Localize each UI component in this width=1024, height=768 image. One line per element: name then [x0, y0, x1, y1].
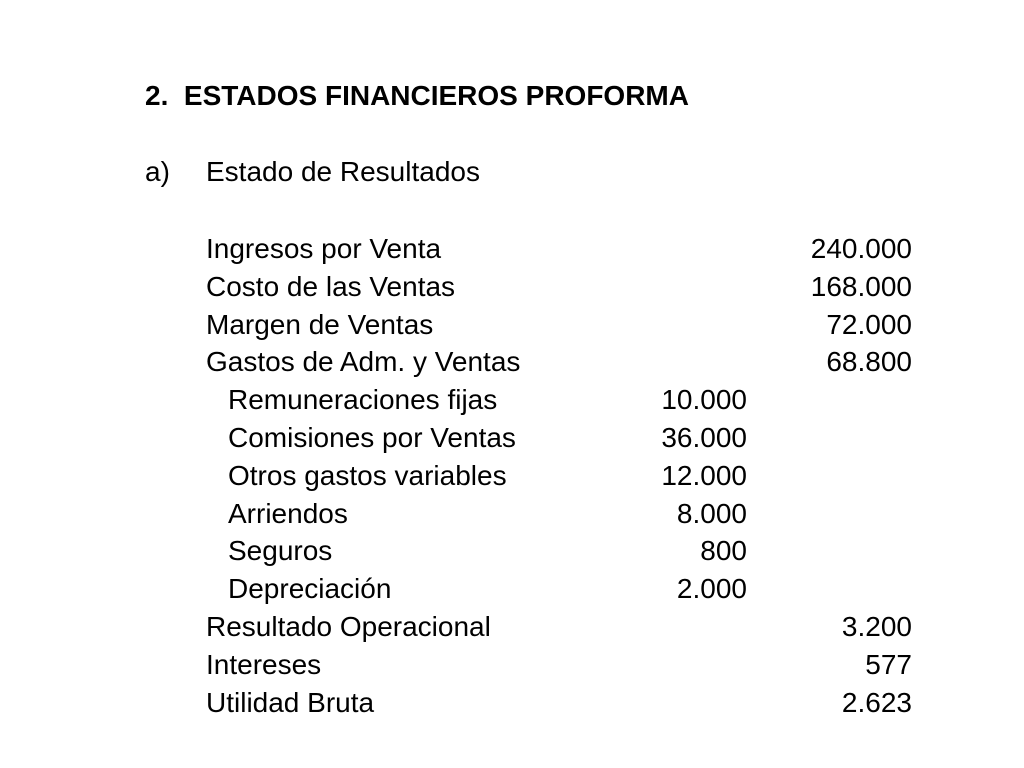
row-label: Resultado Operacional [206, 610, 491, 642]
statement-row [206, 646, 914, 684]
section-letter: a) [145, 156, 170, 187]
row-detail-amount: 800 [700, 535, 747, 567]
statement-row [206, 306, 914, 344]
section-heading: Estado de Resultados [206, 156, 480, 187]
statement-subitem-row [206, 495, 914, 533]
row-label: Gastos de Adm. y Ventas [206, 346, 521, 378]
statement-subitem-row [206, 419, 914, 457]
row-label: Utilidad Bruta [206, 686, 375, 718]
statement-subitem-row [206, 570, 914, 608]
row-total-amount: 240.000 [810, 233, 912, 264]
row-label: Depreciación [228, 573, 392, 605]
statement-row [206, 343, 914, 381]
statement-row [206, 684, 914, 722]
row-label: Costo de las Ventas [206, 270, 456, 302]
row-label: Ingresos por Venta [206, 233, 442, 264]
row-label: Margen de Ventas [206, 308, 434, 340]
statement-subitem-row [206, 532, 914, 570]
statement-row [206, 268, 914, 306]
row-detail-amount: 8.000 [676, 497, 747, 529]
income-statement-table [206, 230, 914, 721]
row-label: Remuneraciones fijas [228, 384, 498, 416]
row-total-amount: 168.000 [810, 270, 912, 302]
row-label: Arriendos [228, 497, 348, 529]
row-label: Comisiones por Ventas [228, 421, 516, 453]
row-label: Intereses [206, 648, 322, 680]
statement-subitem-row [206, 381, 914, 419]
row-total-amount: 68.800 [826, 346, 912, 378]
document-title: 2. ESTADOS FINANCIEROS PROFORMA [145, 80, 689, 111]
statement-row [206, 608, 914, 646]
statement-row [206, 230, 914, 268]
row-detail-amount: 2.000 [676, 573, 747, 605]
row-label: Otros gastos variables [228, 459, 507, 491]
row-total-amount: 72.000 [826, 308, 912, 340]
row-total-amount: 2.623 [841, 686, 912, 718]
statement-subitem-row [206, 457, 914, 495]
row-detail-amount: 12.000 [661, 459, 747, 491]
row-total-amount: 577 [865, 648, 912, 680]
row-detail-amount: 10.000 [661, 384, 747, 416]
row-detail-amount: 36.000 [661, 421, 747, 453]
row-total-amount: 3.200 [841, 610, 912, 642]
row-label: Seguros [228, 535, 333, 567]
